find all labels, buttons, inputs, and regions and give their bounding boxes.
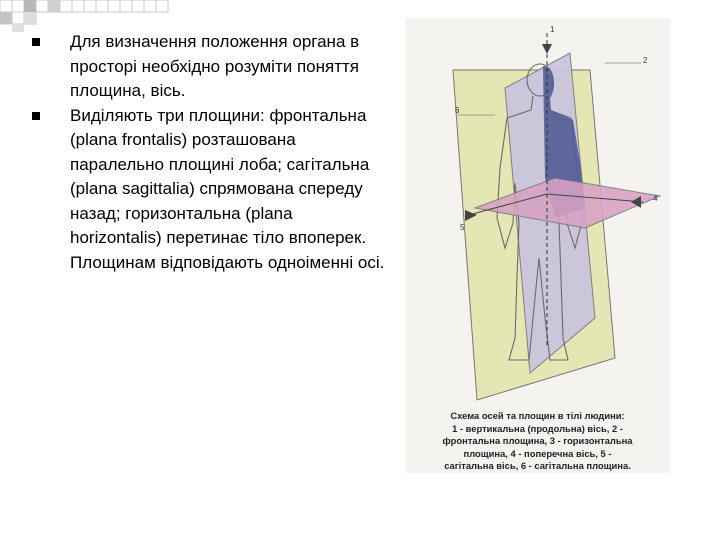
- label-1: 1: [550, 25, 555, 34]
- corner-decoration: [0, 0, 180, 32]
- bullet-text: Виділяють три площини: фронтальна (plana frontalis) розташована паралельно площині лоба; сагітальна (plana sagittalia) спрямована спереду назад; горизонтальна (plana horizontalis) перетинає тіло впоперек. Площинам відповідають одноіменні осі.: [70, 105, 385, 272]
- caption-line: сагітальна вісь, 6 - сагітальна площина.: [444, 460, 631, 471]
- vertical-axis-arrow-icon: [542, 44, 552, 54]
- caption-line: площина, 4 - поперечна вісь, 5 -: [463, 447, 612, 459]
- label-4: 4: [653, 194, 658, 203]
- caption-line: 1 - вертикальна (продольна) вісь, 2 -: [452, 422, 623, 434]
- label-5: 5: [460, 223, 465, 232]
- label-6: 6: [455, 106, 460, 115]
- figure-caption: [405, 410, 670, 473]
- caption-line: фронтальна площина, 3 - горизонтальна: [442, 435, 633, 446]
- caption-line: Схема осей та площин в тілі людини:: [450, 410, 625, 421]
- label-2: 2: [643, 56, 648, 65]
- bullet-item-definition: [28, 30, 388, 104]
- bullet-list: [28, 30, 388, 275]
- planes-diagram: [405, 18, 670, 408]
- bullet-item-planes: [28, 104, 388, 276]
- square-bullet-icon: [32, 38, 40, 46]
- bullet-text: Для визначення положення органа в просторі необхідно розуміти поняття площина, вісь.: [70, 32, 360, 100]
- square-bullet-icon: [32, 112, 40, 120]
- anatomy-planes-figure: [405, 18, 670, 473]
